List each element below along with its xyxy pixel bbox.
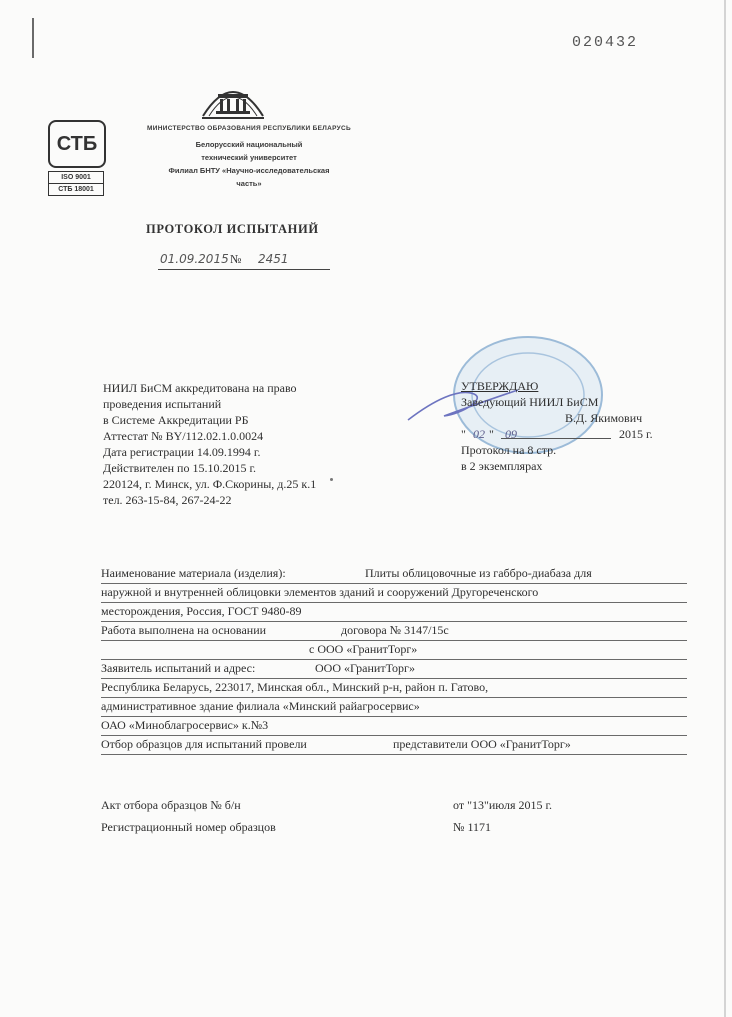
sample-act-value: от "13"июля 2015 г.: [453, 798, 553, 812]
sampling-row: [101, 736, 687, 755]
basis-label: Работа выполнена на основании: [101, 623, 267, 637]
material-value: Плиты облицовочные из габбро-диабаза для: [365, 566, 592, 580]
approval-block: [461, 378, 653, 474]
material-row: [101, 603, 687, 622]
sample-reg-label: Регистрационный номер образцов: [101, 820, 276, 834]
ministry-name: МИНИСТЕРСТВО ОБРАЗОВАНИЯ РЕСПУБЛИКИ БЕЛАРУСЬ: [147, 125, 351, 132]
protocol-copies: в 2 экземплярах: [461, 459, 543, 473]
protocol-date: 01.09.2015: [160, 252, 229, 266]
approval-position: Заведующий НИИЛ БиСМ: [461, 395, 599, 409]
accreditation-line: проведения испытаний: [103, 397, 222, 411]
basis-row: [101, 622, 687, 641]
document-number: 020432: [572, 34, 639, 51]
scan-mark: [32, 18, 34, 58]
basis-value: договора № 3147/15с: [341, 623, 449, 637]
accreditation-line: Аттестат № BY/112.02.1.0.0024: [103, 429, 264, 443]
approval-date-year: 2015 г.: [619, 427, 653, 441]
stb-certification-logo: [48, 120, 106, 196]
accreditation-line: НИИЛ БиСМ аккредитована на право: [103, 381, 297, 395]
accreditation-block: [103, 380, 316, 508]
applicant-label: Заявитель испытаний и адрес:: [101, 661, 256, 675]
university-name-1: Белорусский национальный: [195, 140, 303, 149]
sampling-value: представители ООО «ГранитТорг»: [393, 737, 571, 751]
address-row: [101, 698, 687, 717]
accreditation-line: в Системе Аккредитации РБ: [103, 413, 249, 427]
address-line: административное здание филиала «Минский райагросервис»: [101, 699, 420, 713]
material-section: [101, 565, 687, 755]
protocol-no-label: №: [230, 252, 242, 266]
stb-logo-mark: СТБ: [48, 120, 106, 168]
applicant-row: [101, 660, 687, 679]
material-row: [101, 584, 687, 603]
sampling-label: Отбор образцов для испытаний провели: [101, 737, 307, 751]
address-row: [101, 717, 687, 736]
material-label: Наименование материала (изделия):: [101, 566, 286, 580]
address-line: ОАО «Миноблагросервис» к.№3: [101, 718, 269, 732]
institution-header: [118, 124, 380, 190]
approval-title: УТВЕРЖДАЮ: [461, 379, 539, 393]
material-value: наружной и внутренней облицовки элементов зданий и сооружений Другореченского: [101, 585, 539, 599]
protocol-number: 2451: [258, 252, 289, 266]
approver-name: В.Д. Якимович: [565, 411, 643, 425]
protocol-number-line: [158, 252, 330, 272]
samples-section: [101, 798, 621, 842]
university-name-2: технический университет: [201, 153, 297, 162]
branch-name-2: часть»: [236, 179, 262, 188]
page-edge: [724, 0, 726, 1017]
iso-certificates: [48, 171, 104, 196]
approval-date-day: 02: [473, 427, 485, 441]
applicant-value: ООО «ГранитТорг»: [315, 661, 415, 675]
basis-value: с ООО «ГранитТорг»: [309, 642, 418, 656]
accreditation-line: Действителен по 15.10.2015 г.: [103, 461, 257, 475]
approval-date-month: 09: [505, 427, 517, 441]
sample-reg-value: № 1171: [453, 820, 492, 834]
basis-row: [101, 641, 687, 660]
document-title: ПРОТОКОЛ ИСПЫТАНИЙ: [146, 222, 319, 236]
accreditation-line: тел. 263-15-84, 267-24-22: [103, 493, 232, 507]
address-row: [101, 679, 687, 698]
branch-name-1: Филиал БНТУ «Научно-исследовательская: [168, 166, 330, 175]
protocol-underline: [158, 269, 330, 270]
material-value: месторождения, Россия, ГОСТ 9480-89: [101, 604, 302, 618]
protocol-pages: Протокол на 8 стр.: [461, 443, 557, 457]
bntu-emblem-icon: [198, 74, 268, 122]
iso-9001-label: ISO 9001: [61, 174, 91, 181]
accreditation-line: Дата регистрации 14.09.1994 г.: [103, 445, 261, 459]
approval-date: " 02 " 09 2015 г.: [461, 427, 653, 441]
material-row: [101, 565, 687, 584]
scan-speck: [330, 478, 333, 481]
address-line: Республика Беларусь, 223017, Минская обл., Минский р-н, район п. Гатово,: [101, 680, 489, 694]
accreditation-line: 220124, г. Минск, ул. Ф.Скорины, д.25 к.1: [103, 477, 317, 491]
sample-reg-row: [101, 820, 621, 842]
stb-18001-label: СТБ 18001: [49, 183, 103, 195]
sample-act-row: [101, 798, 621, 820]
sample-act-label: Акт отбора образцов № б/н: [101, 798, 241, 812]
